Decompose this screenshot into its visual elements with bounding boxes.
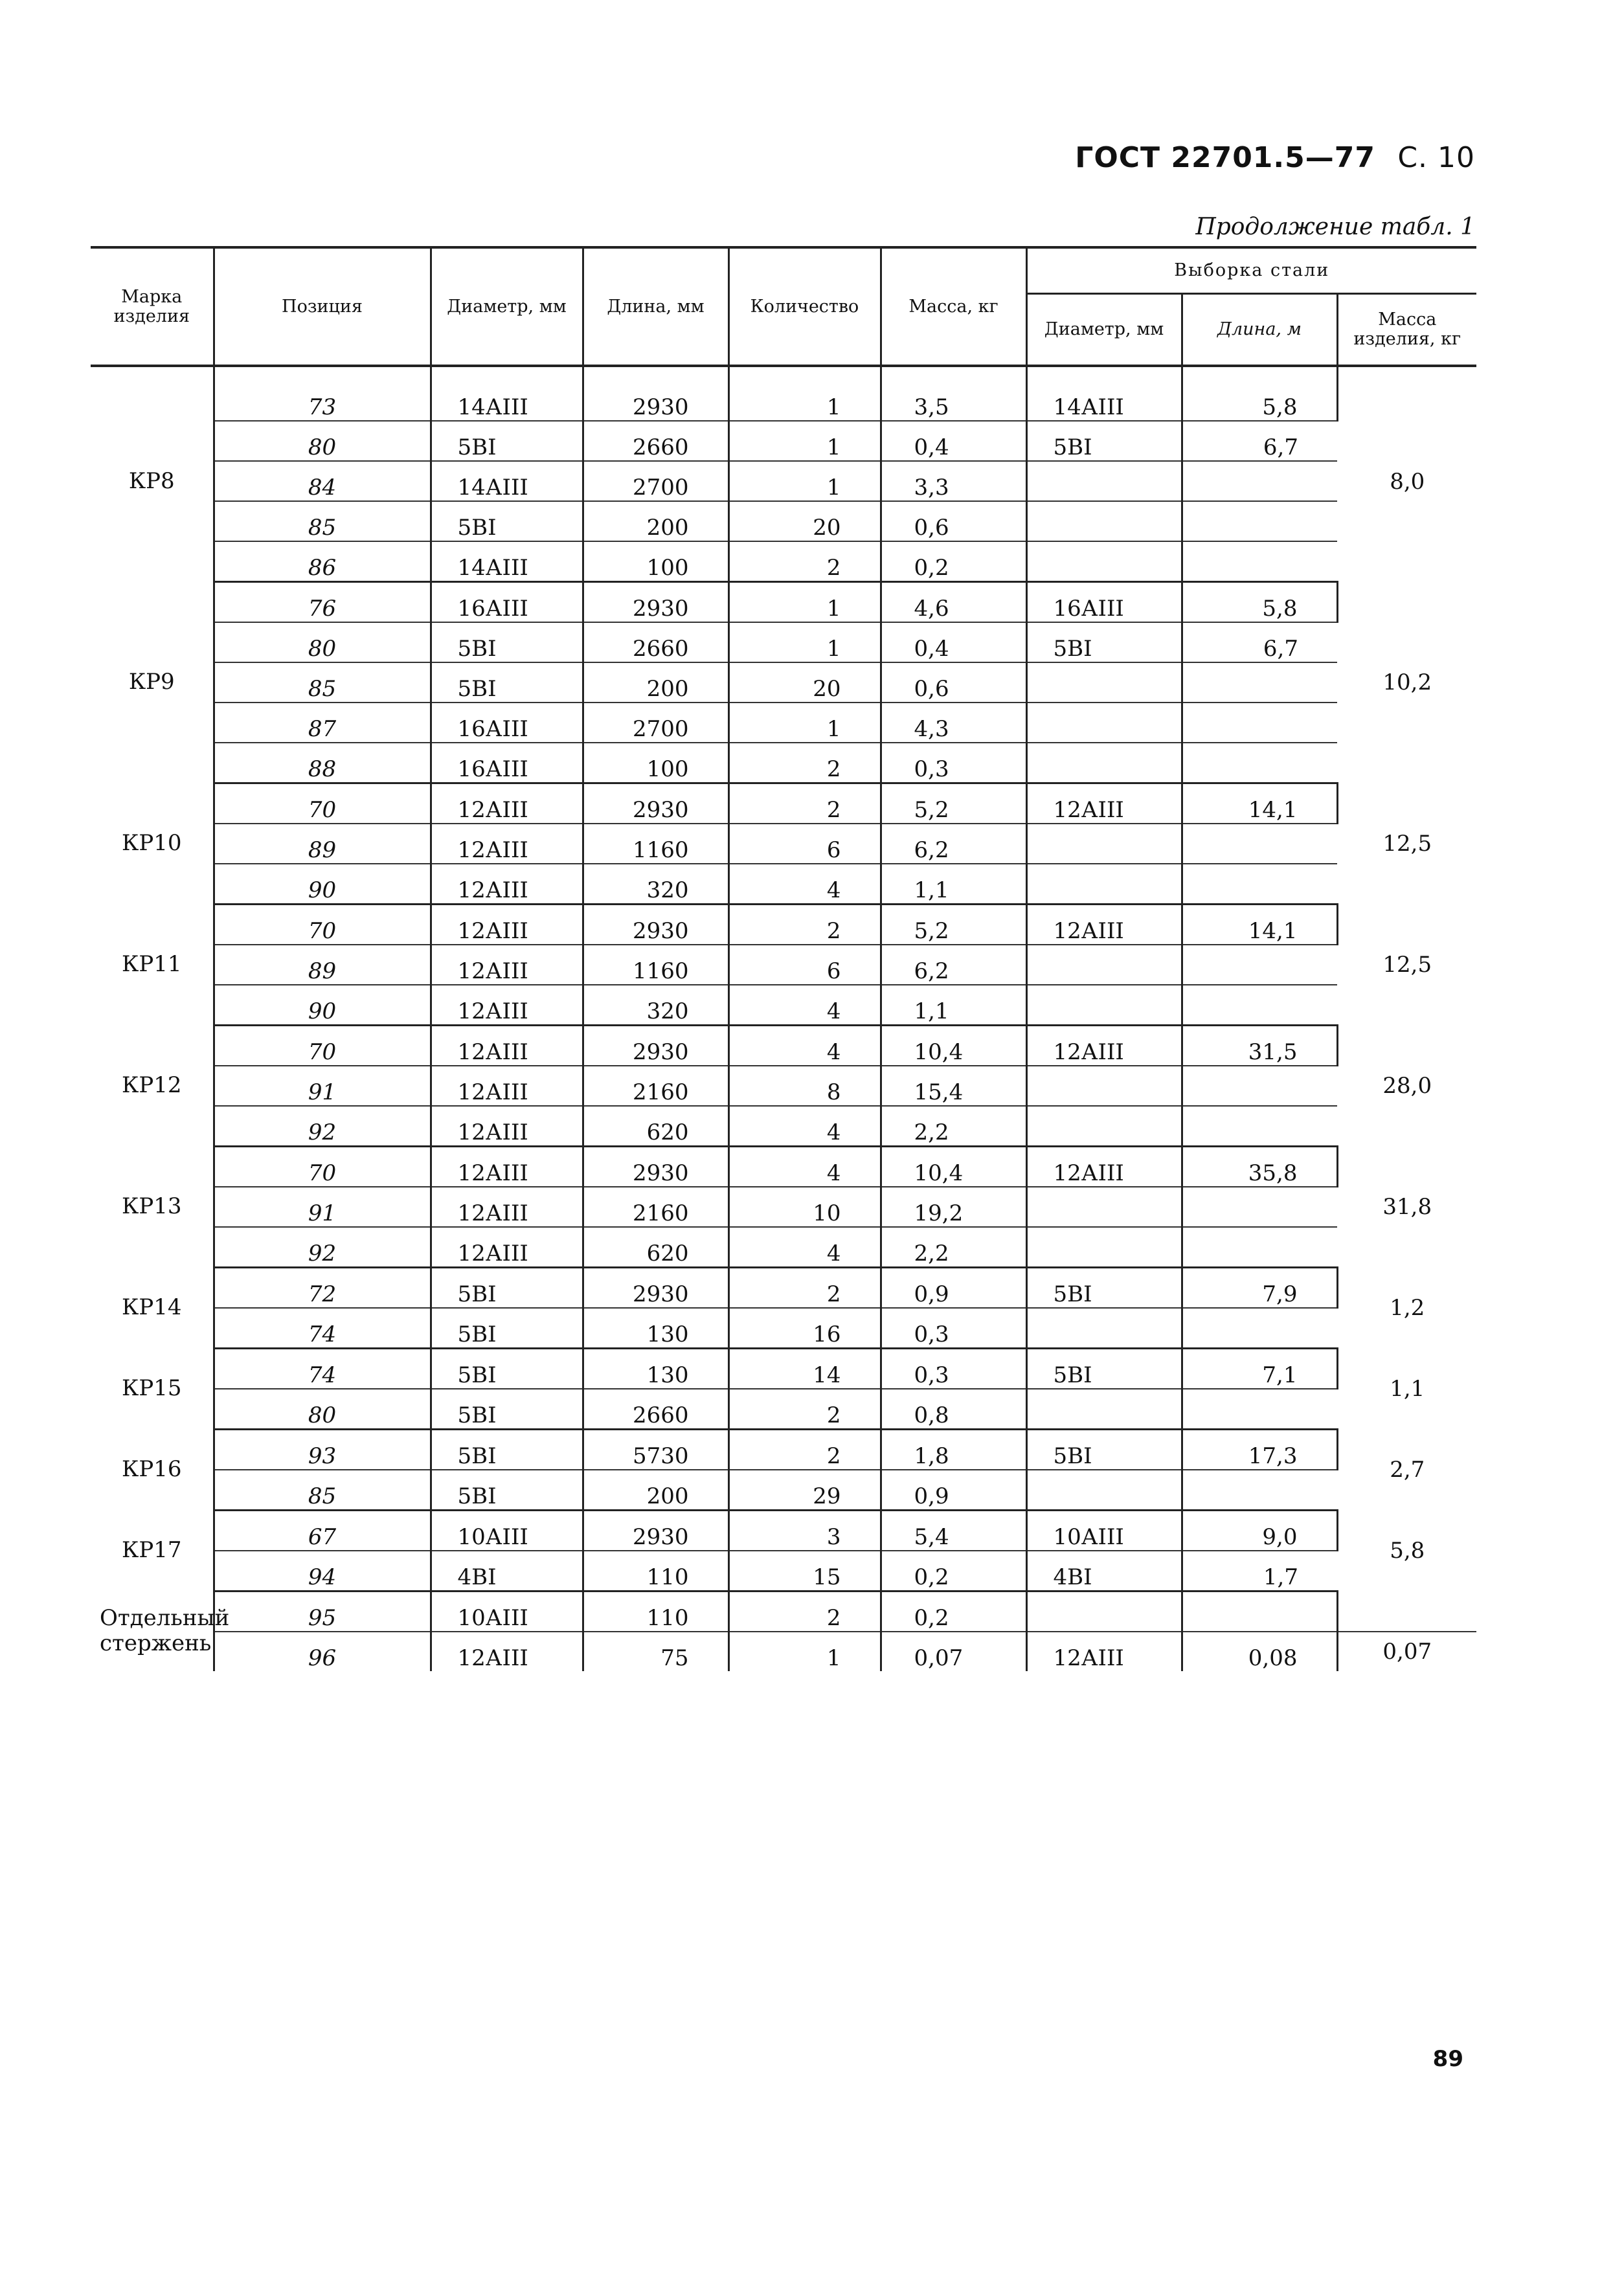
product-mark-cell: КР14 (91, 1268, 214, 1349)
product-mass-cell: 10,2 (1382, 669, 1432, 695)
quantity-cell: 16 (728, 1308, 881, 1349)
table-row (91, 1470, 1476, 1511)
mass-cell: 15,4 (881, 1066, 1026, 1106)
table-row (91, 1430, 1476, 1470)
quantity-cell: 2 (728, 1430, 881, 1470)
sample-diameter-cell (1026, 1308, 1182, 1349)
position-cell: 67 (214, 1511, 431, 1551)
mass-cell: 4,6 (881, 582, 1026, 623)
diameter-cell: 12АIII (431, 783, 583, 824)
sample-diameter-cell (1026, 501, 1182, 541)
position-cell: 90 (214, 985, 431, 1026)
length-cell: 130 (583, 1308, 728, 1349)
header-sample-diameter: Диаметр, мм (1026, 294, 1182, 366)
position-cell: 74 (214, 1349, 431, 1389)
diameter-cell: 12АIII (431, 1026, 583, 1066)
position-cell: 85 (214, 662, 431, 703)
table-row (91, 501, 1476, 541)
diameter-cell: 12АIII (431, 1147, 583, 1187)
table-row (91, 1308, 1476, 1349)
mass-cell: 2,2 (881, 1227, 1026, 1268)
diameter-cell: 5ВI (431, 1349, 583, 1389)
quantity-cell: 2 (728, 905, 881, 945)
length-cell: 100 (583, 743, 728, 783)
diameter-cell: 5ВI (431, 1430, 583, 1470)
product-mass-cell: 1,2 (1390, 1295, 1425, 1321)
table-row (91, 1187, 1476, 1227)
quantity-cell: 14 (728, 1349, 881, 1389)
table-row (91, 1349, 1476, 1389)
quantity-cell: 20 (728, 662, 881, 703)
product-mark-cell: КР10 (91, 783, 214, 905)
diameter-cell: 12АIII (431, 945, 583, 985)
sample-diameter-cell: 12АIII (1026, 1632, 1182, 1671)
diameter-cell: 12АIII (431, 985, 583, 1026)
mass-cell: 0,8 (881, 1389, 1026, 1430)
header-mass: Масса, кг (881, 247, 1026, 366)
position-cell: 94 (214, 1551, 431, 1591)
page-number: 89 (1432, 2046, 1463, 2072)
length-cell: 320 (583, 864, 728, 905)
sample-diameter-cell (1026, 1389, 1182, 1430)
sample-length-cell: 17,3 (1182, 1430, 1337, 1470)
sample-length-cell: 6,7 (1182, 421, 1337, 461)
mass-cell: 0,3 (881, 1308, 1026, 1349)
position-cell: 74 (214, 1308, 431, 1349)
sample-diameter-cell: 4ВI (1026, 1551, 1182, 1591)
quantity-cell: 1 (728, 381, 881, 421)
position-cell: 70 (214, 1147, 431, 1187)
diameter-cell: 12АIII (431, 1632, 583, 1671)
length-cell: 2700 (583, 703, 728, 743)
length-cell: 620 (583, 1106, 728, 1147)
quantity-cell: 2 (728, 743, 881, 783)
quantity-cell: 10 (728, 1187, 881, 1227)
length-cell: 2660 (583, 622, 728, 662)
quantity-cell: 1 (728, 461, 881, 501)
quantity-cell: 6 (728, 945, 881, 985)
length-cell: 2930 (583, 1147, 728, 1187)
sample-length-cell: 14,1 (1182, 783, 1337, 824)
table-row (91, 582, 1476, 623)
product-mass-cell: 12,5 (1382, 952, 1432, 978)
position-cell: 88 (214, 743, 431, 783)
quantity-cell: 4 (728, 864, 881, 905)
sample-diameter-cell (1026, 1227, 1182, 1268)
position-cell: 76 (214, 582, 431, 623)
position-cell: 91 (214, 1066, 431, 1106)
length-cell: 2930 (583, 905, 728, 945)
position-cell: 93 (214, 1430, 431, 1470)
length-cell: 2160 (583, 1066, 728, 1106)
mass-cell: 2,2 (881, 1106, 1026, 1147)
length-cell: 5730 (583, 1430, 728, 1470)
mass-cell: 0,6 (881, 662, 1026, 703)
diameter-cell: 10АIII (431, 1591, 583, 1632)
diameter-cell: 5ВI (431, 501, 583, 541)
quantity-cell: 29 (728, 1470, 881, 1511)
quantity-cell: 1 (728, 1632, 881, 1671)
position-cell: 73 (214, 381, 431, 421)
table-row (91, 783, 1476, 824)
product-mass-cell: 8,0 (1390, 468, 1425, 495)
sample-length-cell: 5,8 (1182, 381, 1337, 421)
table-row (91, 864, 1476, 905)
mass-cell: 0,3 (881, 1349, 1026, 1389)
position-cell: 80 (214, 1389, 431, 1430)
product-mark-cell: КР16 (91, 1430, 214, 1511)
sample-diameter-cell: 5ВI (1026, 1268, 1182, 1309)
diameter-cell: 5ВI (431, 622, 583, 662)
mass-cell: 6,2 (881, 824, 1026, 864)
length-cell: 110 (583, 1551, 728, 1591)
sample-diameter-cell (1026, 703, 1182, 743)
header-sample-group: Выборка стали (1026, 247, 1476, 294)
sample-diameter-cell (1026, 743, 1182, 783)
diameter-cell: 16АIII (431, 582, 583, 623)
length-cell: 200 (583, 1470, 728, 1511)
length-cell: 2660 (583, 421, 728, 461)
table-row (91, 985, 1476, 1026)
table-body (91, 366, 1476, 1671)
position-cell: 85 (214, 501, 431, 541)
mass-cell: 0,3 (881, 743, 1026, 783)
quantity-cell: 4 (728, 1147, 881, 1187)
length-cell: 2930 (583, 1511, 728, 1551)
sample-diameter-cell (1026, 1066, 1182, 1106)
sample-diameter-cell (1026, 1187, 1182, 1227)
product-mass-cell (1337, 1591, 1476, 1632)
sample-length-cell: 6,7 (1182, 622, 1337, 662)
table-row (91, 662, 1476, 703)
sample-length-cell (1182, 824, 1337, 864)
product-mark-cell: КР17 (91, 1511, 214, 1591)
product-mark-cell: КР12 (91, 1026, 214, 1147)
sample-diameter-cell (1026, 1591, 1182, 1632)
length-cell: 2930 (583, 1026, 728, 1066)
length-cell: 1160 (583, 945, 728, 985)
document-id: ГОСТ 22701.5—77 (1075, 141, 1375, 174)
sample-diameter-cell (1026, 1470, 1182, 1511)
table-row (91, 1147, 1476, 1187)
product-mark-cell: КР9 (91, 582, 214, 783)
position-cell: 90 (214, 864, 431, 905)
quantity-cell: 4 (728, 1227, 881, 1268)
quantity-cell: 15 (728, 1551, 881, 1591)
sample-diameter-cell (1026, 662, 1182, 703)
sample-length-cell (1182, 1066, 1337, 1106)
quantity-cell: 2 (728, 541, 881, 582)
table-row (91, 1227, 1476, 1268)
sample-length-cell: 0,08 (1182, 1632, 1337, 1671)
position-cell: 80 (214, 622, 431, 662)
quantity-cell: 4 (728, 1026, 881, 1066)
sample-length-cell (1182, 1389, 1337, 1430)
table-row (91, 1591, 1476, 1632)
table-row (91, 381, 1476, 421)
mass-cell: 6,2 (881, 945, 1026, 985)
position-cell: 91 (214, 1187, 431, 1227)
diameter-cell: 12АIII (431, 905, 583, 945)
mass-cell: 0,9 (881, 1470, 1026, 1511)
table-row (91, 1268, 1476, 1309)
sample-length-cell (1182, 864, 1337, 905)
diameter-cell: 14АIII (431, 541, 583, 582)
position-cell: 89 (214, 824, 431, 864)
table-row (91, 905, 1476, 945)
length-cell: 130 (583, 1349, 728, 1389)
position-cell: 72 (214, 1268, 431, 1309)
position-cell: 95 (214, 1591, 431, 1632)
diameter-cell: 5ВI (431, 662, 583, 703)
sample-length-cell (1182, 1308, 1337, 1349)
mass-cell: 0,2 (881, 1591, 1026, 1632)
diameter-cell: 14АIII (431, 461, 583, 501)
product-mark-cell: Отдельный стержень (91, 1591, 214, 1672)
sample-diameter-cell: 5ВI (1026, 1430, 1182, 1470)
mass-cell: 5,2 (881, 905, 1026, 945)
sample-diameter-cell: 12АIII (1026, 1147, 1182, 1187)
position-cell: 70 (214, 783, 431, 824)
table-row (91, 743, 1476, 783)
length-cell: 320 (583, 985, 728, 1026)
table-row (91, 1106, 1476, 1147)
table-row (91, 1066, 1476, 1106)
position-cell: 89 (214, 945, 431, 985)
sample-length-cell (1182, 541, 1337, 582)
diameter-cell: 12АIII (431, 1106, 583, 1147)
diameter-cell: 12АIII (431, 1066, 583, 1106)
length-cell: 2930 (583, 783, 728, 824)
sample-diameter-cell (1026, 945, 1182, 985)
sample-length-cell (1182, 1106, 1337, 1147)
continuation-note: Продолжение табл. 1 (1195, 214, 1475, 240)
position-cell: 92 (214, 1227, 431, 1268)
quantity-cell: 4 (728, 985, 881, 1026)
quantity-cell: 2 (728, 1268, 881, 1309)
length-cell: 75 (583, 1632, 728, 1671)
product-mass-cell: 5,8 (1390, 1538, 1425, 1564)
table-row (91, 421, 1476, 461)
sample-diameter-cell (1026, 461, 1182, 501)
mass-cell: 0,4 (881, 622, 1026, 662)
mass-cell: 19,2 (881, 1187, 1026, 1227)
mass-cell: 1,1 (881, 985, 1026, 1026)
position-cell: 96 (214, 1632, 431, 1671)
quantity-cell: 1 (728, 582, 881, 623)
mass-cell: 0,4 (881, 421, 1026, 461)
sample-length-cell: 5,8 (1182, 582, 1337, 623)
diameter-cell: 4ВI (431, 1551, 583, 1591)
product-mass-cell: 0,07 (1382, 1639, 1432, 1665)
length-cell: 1160 (583, 824, 728, 864)
length-cell: 2930 (583, 381, 728, 421)
header-position: Позиция (214, 247, 431, 366)
table-row (91, 461, 1476, 501)
sample-length-cell: 7,1 (1182, 1349, 1337, 1389)
sample-diameter-cell: 12АIII (1026, 783, 1182, 824)
position-cell: 86 (214, 541, 431, 582)
product-mass-cell: 28,0 (1382, 1073, 1432, 1099)
position-cell: 87 (214, 703, 431, 743)
table-row (91, 622, 1476, 662)
header-diameter: Диаметр, мм (431, 247, 583, 366)
sample-length-cell (1182, 461, 1337, 501)
sample-diameter-cell: 5ВI (1026, 1349, 1182, 1389)
sample-length-cell (1182, 501, 1337, 541)
sample-diameter-cell (1026, 1106, 1182, 1147)
quantity-cell: 1 (728, 421, 881, 461)
sample-diameter-cell: 14АIII (1026, 381, 1182, 421)
product-mass-cell: 1,1 (1390, 1376, 1425, 1402)
quantity-cell: 4 (728, 1106, 881, 1147)
sample-length-cell: 31,5 (1182, 1026, 1337, 1066)
header-sample-length: Длина, м (1182, 294, 1337, 366)
position-cell: 92 (214, 1106, 431, 1147)
diameter-cell: 12АIII (431, 1227, 583, 1268)
diameter-cell: 5ВI (431, 1268, 583, 1309)
sample-diameter-cell: 5ВI (1026, 421, 1182, 461)
table-row (91, 1389, 1476, 1430)
diameter-cell: 16АIII (431, 703, 583, 743)
sample-length-cell (1182, 662, 1337, 703)
diameter-cell: 16АIII (431, 743, 583, 783)
table-row (91, 703, 1476, 743)
page-label: С. 10 (1397, 141, 1475, 174)
sample-length-cell (1182, 743, 1337, 783)
mass-cell: 10,4 (881, 1026, 1026, 1066)
sample-length-cell (1182, 985, 1337, 1026)
sample-diameter-cell: 5ВI (1026, 622, 1182, 662)
length-cell: 200 (583, 662, 728, 703)
quantity-cell: 3 (728, 1511, 881, 1551)
sample-diameter-cell: 12АIII (1026, 1026, 1182, 1066)
sample-diameter-cell (1026, 864, 1182, 905)
sample-length-cell (1182, 1187, 1337, 1227)
quantity-cell: 20 (728, 501, 881, 541)
table-row (91, 1551, 1476, 1591)
table-row (91, 541, 1476, 582)
diameter-cell: 10АIII (431, 1511, 583, 1551)
sample-diameter-cell (1026, 824, 1182, 864)
mass-cell: 5,4 (881, 1511, 1026, 1551)
header-mark: Марка изделия (91, 247, 214, 366)
header-product-mass: Масса изделия, кг (1337, 294, 1476, 366)
table-row (91, 1026, 1476, 1066)
quantity-cell: 2 (728, 783, 881, 824)
sample-diameter-cell: 10АIII (1026, 1511, 1182, 1551)
length-cell: 2660 (583, 1389, 728, 1430)
quantity-cell: 8 (728, 1066, 881, 1106)
position-cell: 85 (214, 1470, 431, 1511)
sample-length-cell (1182, 1591, 1337, 1632)
sample-length-cell (1182, 1227, 1337, 1268)
quantity-cell: 6 (728, 824, 881, 864)
mass-cell: 0,07 (881, 1632, 1026, 1671)
product-mark-cell: КР13 (91, 1147, 214, 1268)
mass-cell: 0,2 (881, 1551, 1026, 1591)
sample-length-cell: 9,0 (1182, 1511, 1337, 1551)
mass-cell: 1,1 (881, 864, 1026, 905)
diameter-cell: 5ВI (431, 1308, 583, 1349)
quantity-cell: 1 (728, 703, 881, 743)
quantity-cell: 1 (728, 622, 881, 662)
sample-length-cell: 7,9 (1182, 1268, 1337, 1309)
sample-diameter-cell (1026, 541, 1182, 582)
length-cell: 200 (583, 501, 728, 541)
product-mark-cell: КР8 (91, 381, 214, 582)
product-mass-cell: 31,8 (1382, 1194, 1432, 1220)
sample-diameter-cell (1026, 985, 1182, 1026)
diameter-cell: 12АIII (431, 864, 583, 905)
diameter-cell: 5ВI (431, 1389, 583, 1430)
position-cell: 70 (214, 905, 431, 945)
diameter-cell: 14АIII (431, 381, 583, 421)
mass-cell: 4,3 (881, 703, 1026, 743)
position-cell: 70 (214, 1026, 431, 1066)
length-cell: 100 (583, 541, 728, 582)
mass-cell: 1,8 (881, 1430, 1026, 1470)
sample-length-cell (1182, 1470, 1337, 1511)
position-cell: 80 (214, 421, 431, 461)
mass-cell: 3,5 (881, 381, 1026, 421)
mass-cell: 10,4 (881, 1147, 1026, 1187)
product-mark-cell: КР11 (91, 905, 214, 1026)
diameter-cell: 12АIII (431, 824, 583, 864)
sample-diameter-cell: 12АIII (1026, 905, 1182, 945)
table-row (91, 824, 1476, 864)
quantity-cell: 2 (728, 1389, 881, 1430)
sample-length-cell: 1,7 (1182, 1551, 1337, 1591)
length-cell: 2930 (583, 582, 728, 623)
table-row (91, 1511, 1476, 1551)
document-header (1075, 141, 1475, 174)
mass-cell: 0,6 (881, 501, 1026, 541)
diameter-cell: 5ВI (431, 1470, 583, 1511)
length-cell: 2930 (583, 1268, 728, 1309)
header-length: Длина, мм (583, 247, 728, 366)
length-cell: 110 (583, 1591, 728, 1632)
sample-length-cell (1182, 703, 1337, 743)
mass-cell: 5,2 (881, 783, 1026, 824)
position-cell: 84 (214, 461, 431, 501)
length-cell: 620 (583, 1227, 728, 1268)
mass-cell: 3,3 (881, 461, 1026, 501)
table-row (91, 945, 1476, 985)
header-quantity: Количество (728, 247, 881, 366)
table-row (91, 1632, 1476, 1671)
product-mass-cell: 2,7 (1390, 1457, 1425, 1483)
diameter-cell: 5ВI (431, 421, 583, 461)
sample-length-cell: 35,8 (1182, 1147, 1337, 1187)
sample-length-cell: 14,1 (1182, 905, 1337, 945)
quantity-cell: 2 (728, 1591, 881, 1632)
length-cell: 2700 (583, 461, 728, 501)
sample-diameter-cell: 16АIII (1026, 582, 1182, 623)
product-mass-cell: 12,5 (1382, 831, 1432, 857)
mass-cell: 0,9 (881, 1268, 1026, 1309)
product-mark-cell: КР15 (91, 1349, 214, 1430)
mass-cell: 0,2 (881, 541, 1026, 582)
diameter-cell: 12АIII (431, 1187, 583, 1227)
sample-length-cell (1182, 945, 1337, 985)
reinforcement-table (91, 246, 1476, 1671)
length-cell: 2160 (583, 1187, 728, 1227)
